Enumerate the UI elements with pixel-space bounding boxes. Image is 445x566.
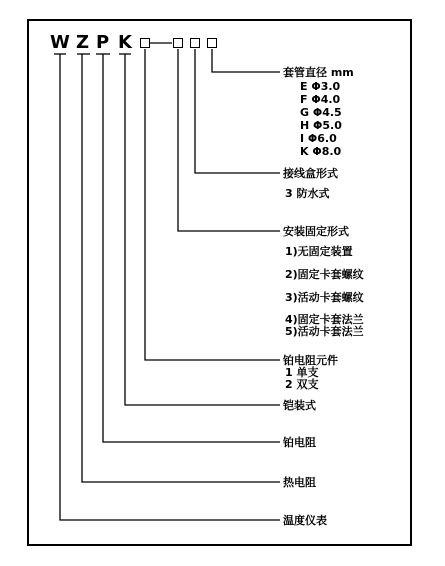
label-sheath-diameter: 套管直径 mm <box>283 66 354 79</box>
label-mounting: 安装固定形式 <box>283 225 349 238</box>
code-letter-w: W <box>50 32 70 53</box>
option-k: K Φ8.0 <box>300 145 342 158</box>
option-e: E Φ3.0 <box>300 80 341 93</box>
option-double: 2 双支 <box>285 378 319 391</box>
option-i: I Φ6.0 <box>300 132 337 145</box>
option-g: G Φ4.5 <box>300 106 342 119</box>
label-armored: 铠装式 <box>283 399 316 412</box>
code-letter-p: P <box>96 32 110 53</box>
code-letter-z: Z <box>76 32 90 53</box>
sheath-diameter-options <box>300 80 342 158</box>
option-mount-4: 4)固定卡套法兰 <box>285 313 364 326</box>
option-mount-1: 1)无固定装置 <box>285 245 353 258</box>
option-mount-3: 3)活动卡套螺纹 <box>285 291 364 304</box>
option-mount-5: 5)活动卡套法兰 <box>285 325 364 338</box>
label-platinum-resistor: 铂电阻 <box>283 436 316 449</box>
option-h: H Φ5.0 <box>300 119 342 132</box>
option-f: F Φ4.0 <box>300 93 341 106</box>
label-temperature-instrument: 温度仪表 <box>283 514 327 527</box>
option-single: 1 单支 <box>285 366 319 379</box>
option-waterproof: 3 防水式 <box>285 187 330 200</box>
label-element: 铂电阻元件 <box>283 354 338 367</box>
label-thermal-resistor: 热电阻 <box>283 476 316 489</box>
code-letter-k: K <box>118 32 132 53</box>
option-mount-2: 2)固定卡套螺纹 <box>285 268 364 281</box>
label-junction-box: 接线盒形式 <box>283 167 338 180</box>
